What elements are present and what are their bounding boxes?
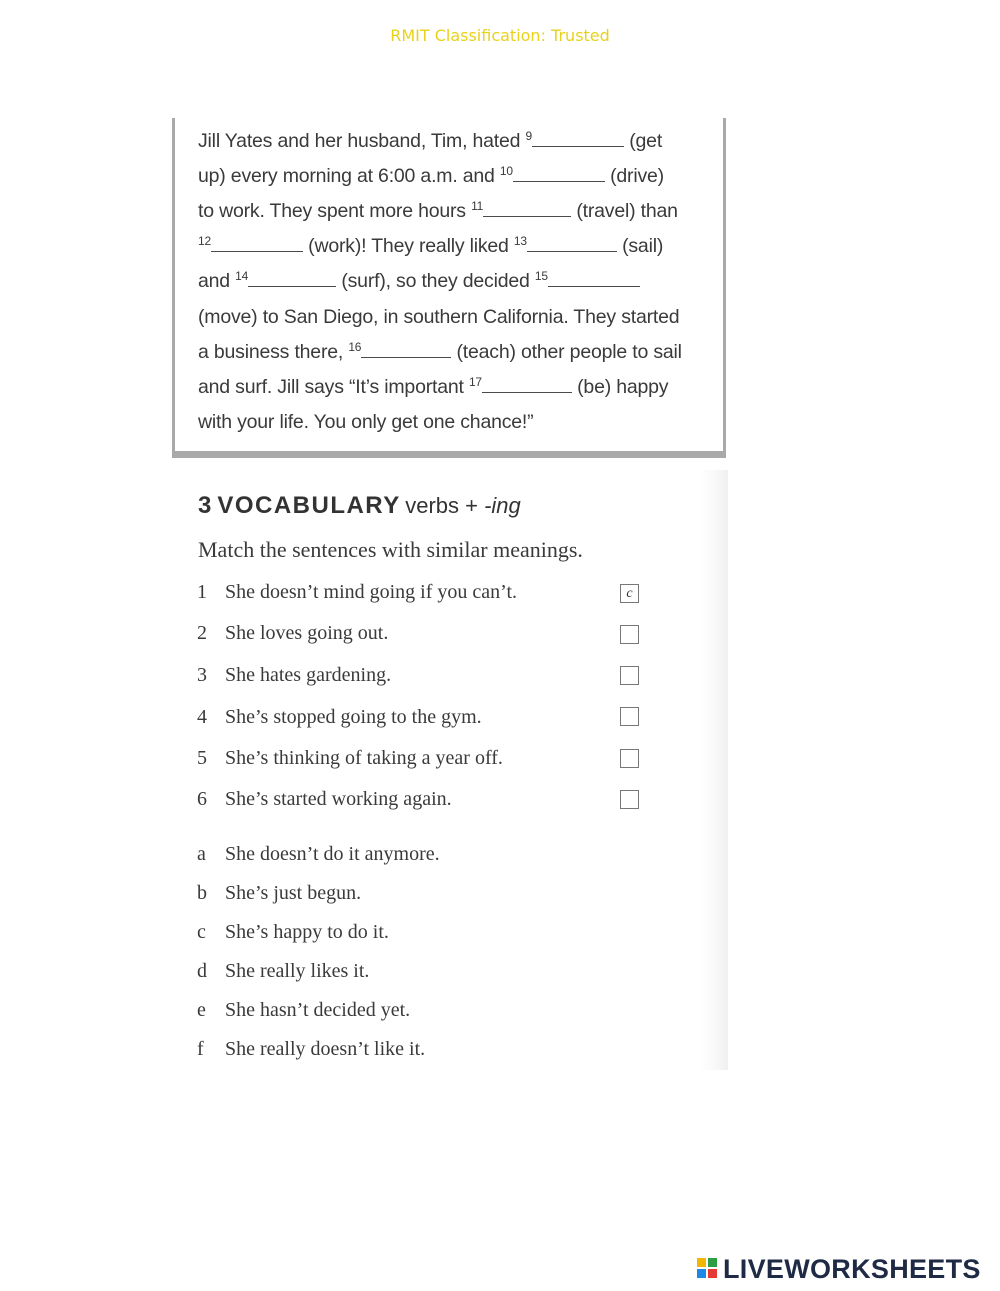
section-subtitle: verbs + [405,493,485,518]
item-text: She’s stopped going to the gym. [225,706,482,728]
section-number: 3 [198,492,213,519]
blank-number: 12 [198,234,211,248]
meaning-item [197,1038,425,1061]
item-number: 1 [197,581,207,603]
passage-text: up) every morning at 6:00 a.m. and [198,165,500,187]
passage-text: (work)! They really liked [302,235,514,257]
blank-number: 15 [534,269,548,283]
passage-text: a business there, [198,341,349,363]
meaning-item [197,882,361,905]
passage-text: (drive) [604,165,664,187]
blank-number: 13 [513,234,527,248]
blank-number: 14 [235,269,249,283]
section-heading [198,492,521,520]
answer-box-6[interactable] [620,790,639,809]
item-text: She doesn’t mind going if you can’t. [225,581,518,603]
passage-line [198,376,668,399]
passage-text: (get [624,130,663,152]
gap-10-input[interactable] [513,180,605,182]
item-text: She hates gardening. [225,664,392,686]
item-text: She doesn’t do it anymore. [225,843,440,865]
passage-text: (teach) other people to sail [451,341,682,363]
passage-text: to work. They spent more hours [198,200,472,222]
passage-text: (travel) than [571,200,678,222]
meaning-item [197,921,389,944]
passage-line [198,200,678,223]
passage-text: (surf), so they decided [336,270,535,292]
passage-text: and [198,270,236,292]
section-subtitle-italic: -ing [484,493,521,518]
item-letter: b [197,882,207,904]
sentence-item [197,622,388,645]
answer-box-2[interactable] [620,625,639,644]
meaning-item [197,999,410,1022]
passage-line [198,165,664,188]
item-number: 4 [197,706,207,728]
passage-line [198,270,640,293]
sentence-item [197,747,503,770]
item-text: She really likes it. [225,960,370,982]
item-number: 6 [197,788,207,810]
item-letter: e [197,999,206,1021]
classification-label: RMIT Classification: Trusted [390,26,610,45]
scan-shadow [700,470,728,1070]
item-text: She’s started working again. [225,788,452,810]
passage-text: Jill Yates and her husband, Tim, hated [198,130,526,152]
meaning-item [197,843,440,866]
sentence-item [197,664,391,687]
passage-line [198,411,533,434]
item-letter: a [197,843,206,865]
blank-number: 10 [499,164,513,178]
item-text: She loves going out. [225,622,389,644]
item-letter: f [197,1038,204,1060]
blank-number: 17 [468,375,482,389]
passage-line [198,235,663,258]
item-letter: d [197,960,207,982]
blank-number: 11 [471,199,484,213]
item-number: 5 [197,747,207,769]
sentence-item [197,581,517,604]
gap-9-input[interactable] [532,145,624,147]
item-text: She’s thinking of taking a year off. [225,747,503,769]
gap-12-input[interactable] [211,250,303,252]
item-number: 2 [197,622,207,644]
gap-14-input[interactable] [248,285,336,287]
item-text: She really doesn’t like it. [225,1038,426,1060]
passage-text: with your life. You only get one chance!” [198,411,534,433]
blank-number: 16 [348,340,362,354]
meaning-item [197,960,369,983]
item-text: She’s happy to do it. [225,921,389,943]
answer-box-3[interactable] [620,666,639,685]
section-title: VOCABULARY [217,492,401,519]
gap-16-input[interactable] [361,356,451,358]
sentence-item [197,706,482,729]
passage-line [198,130,662,153]
passage-text: (move) to San Diego, in southern California. They started [198,306,680,328]
item-letter: c [197,921,206,943]
gap-17-input[interactable] [482,391,572,393]
passage-line [198,306,679,329]
item-text: She’s just begun. [225,882,362,904]
sentence-item [197,788,452,811]
item-number: 3 [197,664,207,686]
gap-15-input[interactable] [548,285,640,287]
logo-icon [697,1258,719,1280]
answer-box-1[interactable]: c [620,584,639,603]
logo-text: LIVEWORKSHEETS [723,1254,981,1284]
gap-13-input[interactable] [527,250,617,252]
answer-box-4[interactable] [620,707,639,726]
passage-text: (sail) [616,235,664,257]
blank-number: 9 [525,129,533,143]
item-text: She hasn’t decided yet. [225,999,411,1021]
instruction-text: Match the sentences with similar meanings. [198,537,583,562]
answer-box-5[interactable] [620,749,639,768]
passage-line [198,341,682,364]
gap-11-input[interactable] [483,215,571,217]
passage-text: and surf. Jill says “It’s important [198,376,469,398]
passage-text: (be) happy [571,376,669,398]
